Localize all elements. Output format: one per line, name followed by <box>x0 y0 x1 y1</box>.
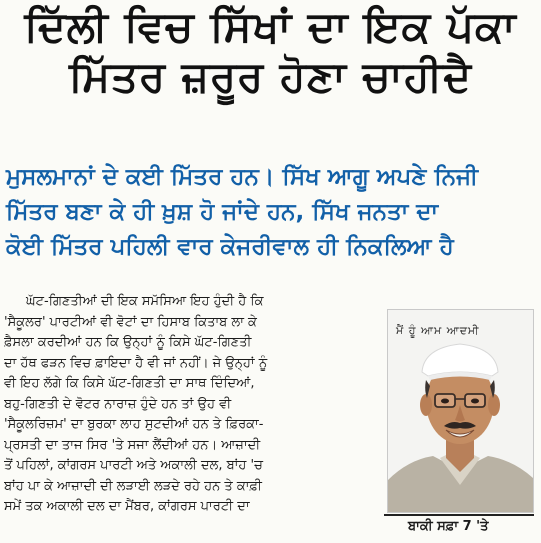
subheadline <box>6 160 536 265</box>
subheadline-line-2: ਮਿੱਤਰ ਬਣਾ ਕੇ ਹੀ ਖ਼ੁਸ਼ ਹੋ ਜਾਂਦੇ ਹਨ, ਸਿੱਖ ਜਨਤਾ ਦਾ <box>6 198 439 225</box>
body-line: ਘੱਟ-ਗਿਣਤੀਆਂ ਦੀ ਇਕ ਸਮੱਸਿਆ ਇਹ ਹੁੰਦੀ ਹੈ ਕਿ <box>26 294 264 309</box>
body-line: ਸਮੇਂ ਤਕ ਅਕਾਲੀ ਦਲ ਦਾ ਮੈਂਬਰ, ਕਾਂਗਰਸ ਪਾਰਟੀ ਦਾ <box>4 499 250 514</box>
body-line: ਵੀ ਇਹ ਲੱਗੇ ਕਿ ਕਿਸੇ ਘੱਟ-ਗਿਣਤੀ ਦਾ ਸਾਥ ਦਿੰਦਿਆਂ, <box>4 376 255 391</box>
body-line: 'ਸੈਕੂਲਰਿਜ਼ਮ' ਦਾ ਬੁਰਕਾ ਲਾਹ ਸੁਟਦੀਆਂ ਹਨ ਤੇ ਫ਼ਿਰਕਾ- <box>4 417 264 432</box>
body-line: ਬਹੁ-ਗਿਣਤੀ ਦੇ ਵੋਟਰ ਨਾਰਾਜ਼ ਹੁੰਦੇ ਹਨ ਤਾਂ ਉਹ ਵੀ <box>4 396 232 412</box>
body-line: ਦਾ ਹੱਥ ਫੜਨ ਵਿਚ ਫ਼ਾਇਦਾ ਹੈ ਵੀ ਜਾਂ ਨਹੀਂ। ਜੇ ਉਨ੍ਹਾਂ ਨੂੰ <box>4 355 268 371</box>
subheadline-line-3: ਕੋਈ ਮਿੱਤਰ ਪਹਿਲੀ ਵਾਰ ਕੇਜਰੀਵਾਲ ਹੀ ਨਿਕਲਿਆ ਹੈ <box>6 233 454 260</box>
body-line: ਫ਼ੈਸਲਾ ਕਰਦੀਆਂ ਹਨ ਕਿ ਉਨ੍ਹਾਂ ਨੂੰ ਕਿਸੇ ਘੱਟ-ਗਿਣਤੀ <box>4 335 252 350</box>
body-line: ਬਾਂਹ ਪਾ ਕੇ ਆਜ਼ਾਦੀ ਦੀ ਲੜਾਈ ਲੜਦੇ ਰਹੇ ਹਨ ਤੇ ਕਾਫ਼ੀ <box>4 478 262 494</box>
headline-line-2: ਮਿੱਤਰ ਜ਼ਰੂਰ ਹੋਣਾ ਚਾਹੀਦੈ <box>68 51 473 101</box>
body-line: ਤੋਂ ਪਹਿਲਾਂ, ਕਾਂਗਰਸ ਪਾਰਟੀ ਅਤੇ ਅਕਾਲੀ ਦਲ, ਬਾਂਹ 'ਚ <box>4 458 263 473</box>
headline-line-1: ਦਿੱਲੀ ਵਿਚ ਸਿੱਖਾਂ ਦਾ ਇਕ ਪੱਕਾ <box>24 2 517 51</box>
headline <box>0 2 541 101</box>
body-line: ਪ੍ਰਸਤੀ ਦਾ ਤਾਜ ਸਿਰ 'ਤੇ ਸਜਾ ਲੈਂਦੀਆਂ ਹਨ। ਆਜ਼ਾਦੀ <box>4 437 261 453</box>
article-body <box>4 292 382 518</box>
cap-text: ਮੈਂ ਹੂੰ ਆਮ ਆਦਮੀ <box>396 324 480 337</box>
divider <box>384 514 534 516</box>
body-line: 'ਸੈਕੂਲਰ' ਪਾਰਟੀਆਂ ਵੀ ਵੋਟਾਂ ਦਾ ਹਿਸਾਬ ਕਿਤਾਬ ਲਾ ਕੇ <box>4 314 257 330</box>
subheadline-line-1: ਮੁਸਲਮਾਨਾਂ ਦੇ ਕਈ ਮਿੱਤਰ ਹਨ। ਸਿੱਖ ਆਗੂ ਅਪਣੇ ਨਿਜੀ <box>6 164 479 190</box>
portrait-illustration <box>388 310 533 512</box>
continued-note: ਬਾਕੀ ਸਫ਼ਾ 7 'ਤੇ <box>408 519 489 534</box>
portrait-photo <box>387 309 534 513</box>
